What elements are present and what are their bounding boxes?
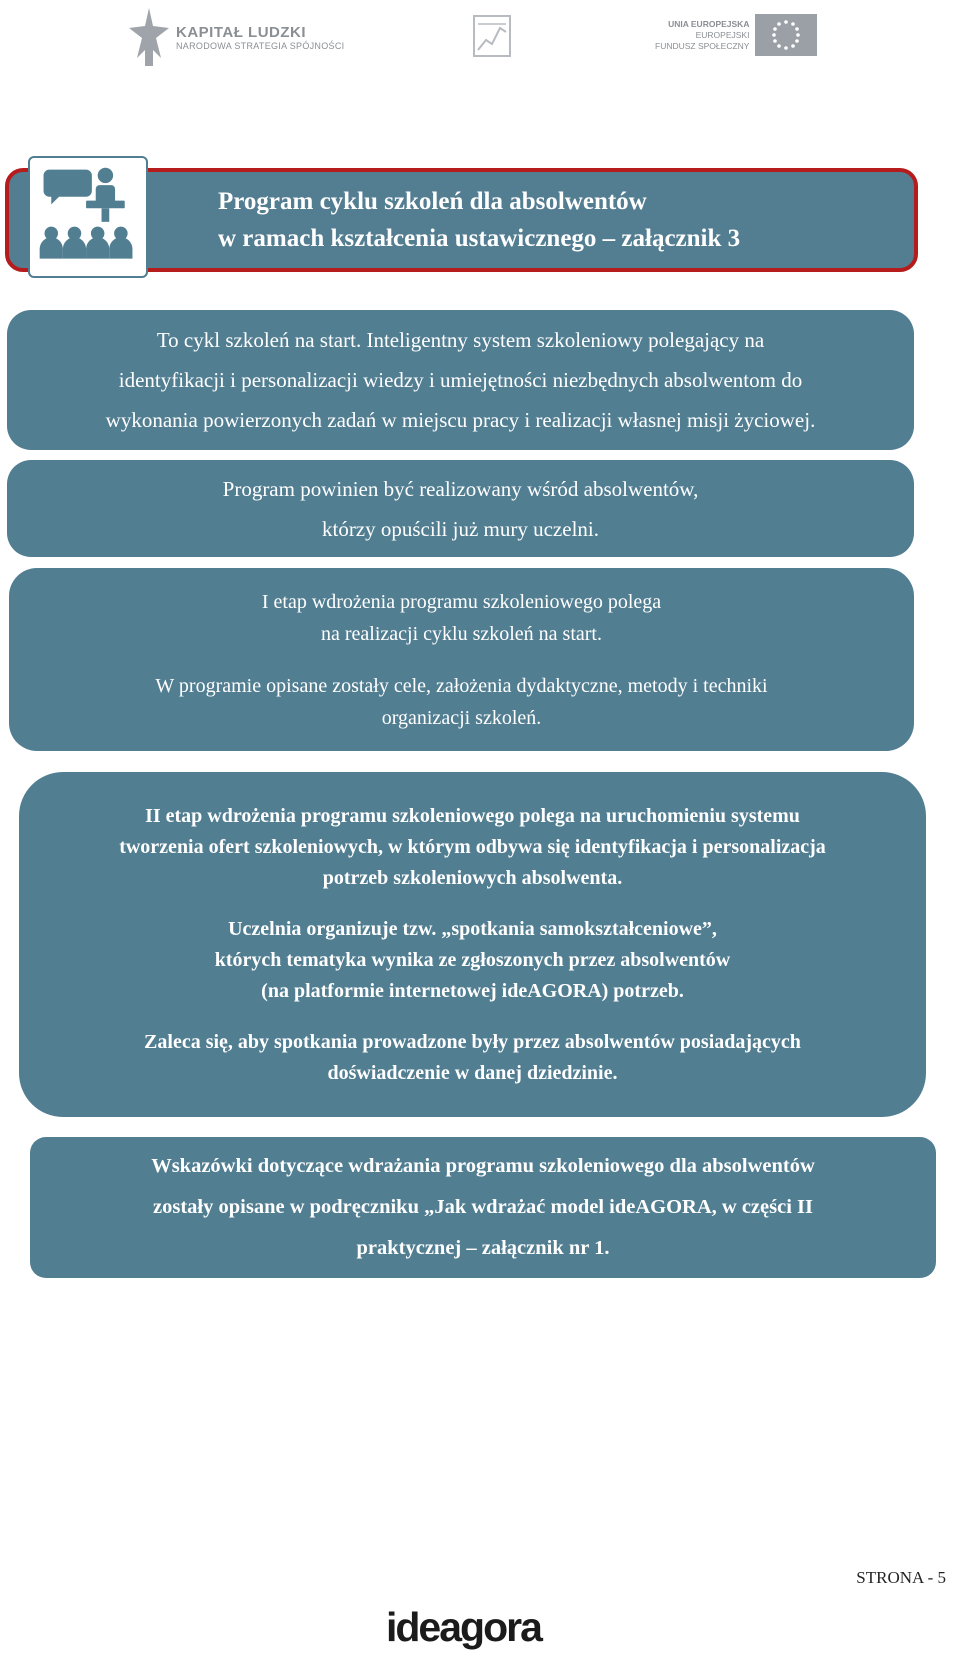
page-title-line1: Program cyklu szkoleń dla absolwentów: [218, 188, 647, 215]
stage-two-line6: (na platformie internetowej ideAGORA) potrzeb.: [261, 979, 684, 1002]
eu-line2: EUROPEJSKI: [695, 29, 750, 40]
stage-two-line3: potrzeb szkoleniowych absolwenta.: [322, 866, 623, 889]
eu-line3: FUNDUSZ SPOŁECZNY: [655, 40, 750, 51]
audience-line2: którzy opuścili już mury uczelni.: [321, 516, 599, 541]
guidelines-line1: Wskazówki dotyczące wdrażania programu szkoleniowego dla absolwentów: [151, 1155, 815, 1177]
stage-two-line8: doświadczenie w danej dziedzinie.: [327, 1061, 618, 1084]
guidelines-line2: zostały opisane w podręczniku „Jak wdrażać model ideAGORA, w części II: [153, 1196, 813, 1218]
stage-two-line2: tworzenia ofert szkoleniowych, w którym odbywa się identyfikacja i personalizacja: [119, 835, 826, 858]
intro-line2: identyfikacji i personalizacji wiedzy i umiejętności niezbędnych absolwentom do: [118, 368, 803, 392]
stage-one-line4: organizacji szkoleń.: [381, 706, 542, 729]
eu-flag-icon: [755, 14, 817, 56]
eu-line1: UNIA EUROPEJSKA: [668, 18, 750, 29]
eu-logo: [655, 14, 817, 56]
intro-box: [7, 310, 914, 450]
kapital-ludzki-title: KAPITAŁ LUDZKI: [176, 23, 307, 41]
page-title-line2: w ramach kształcenia ustawicznego – załącznik 3: [218, 225, 741, 252]
stage-two-line5: których tematyka wynika ze zgłoszonych przez absolwentów: [214, 948, 731, 971]
logo-bar: [0, 0, 960, 80]
ideagora-logo: ideagora: [386, 1604, 541, 1650]
stage-two-line1: II etap wdrożenia programu szkoleniowego polega na uruchomieniu systemu: [145, 804, 800, 827]
mazovia-college-logo: [470, 14, 514, 58]
guidelines-line3: praktycznej – załącznik nr 1.: [356, 1237, 610, 1259]
stage-one-line1: I etap wdrożenia programu szkoleniowego polega: [261, 590, 662, 613]
page-number: STRONA - 5: [856, 1568, 946, 1587]
audience-box: [7, 460, 914, 557]
guidelines-box: [30, 1137, 936, 1278]
kapital-ludzki-star-icon: [128, 6, 170, 68]
intro-line1: To cykl szkoleń na start. Inteligentny system szkoleniowy polegający na: [156, 328, 765, 352]
audience-line1: Program powinien być realizowany wśród absolwentów,: [222, 476, 699, 501]
stage-two-line7: Zaleca się, aby spotkania prowadzone były przez absolwentów posiadających: [144, 1030, 801, 1053]
stage-one-line3: W programie opisane zostały cele, założenia dydaktyczne, metody i techniki: [155, 674, 768, 697]
kapital-ludzki-logo: [128, 6, 344, 68]
presentation-training-icon: [28, 156, 148, 278]
kapital-ludzki-subtitle: NARODOWA STRATEGIA SPÓJNOŚCI: [176, 40, 345, 51]
stage-one-line2: na realizacji cyklu szkoleń na start.: [321, 622, 602, 645]
stage-one-box: [9, 568, 914, 751]
stage-two-box: [19, 772, 926, 1117]
stage-two-line4: Uczelnia organizuje tzw. „spotkania samokształceniowe”,: [228, 917, 717, 940]
intro-line3: wykonania powierzonych zadań w miejscu pracy i realizacji własnej misji życiowej.: [105, 408, 816, 432]
